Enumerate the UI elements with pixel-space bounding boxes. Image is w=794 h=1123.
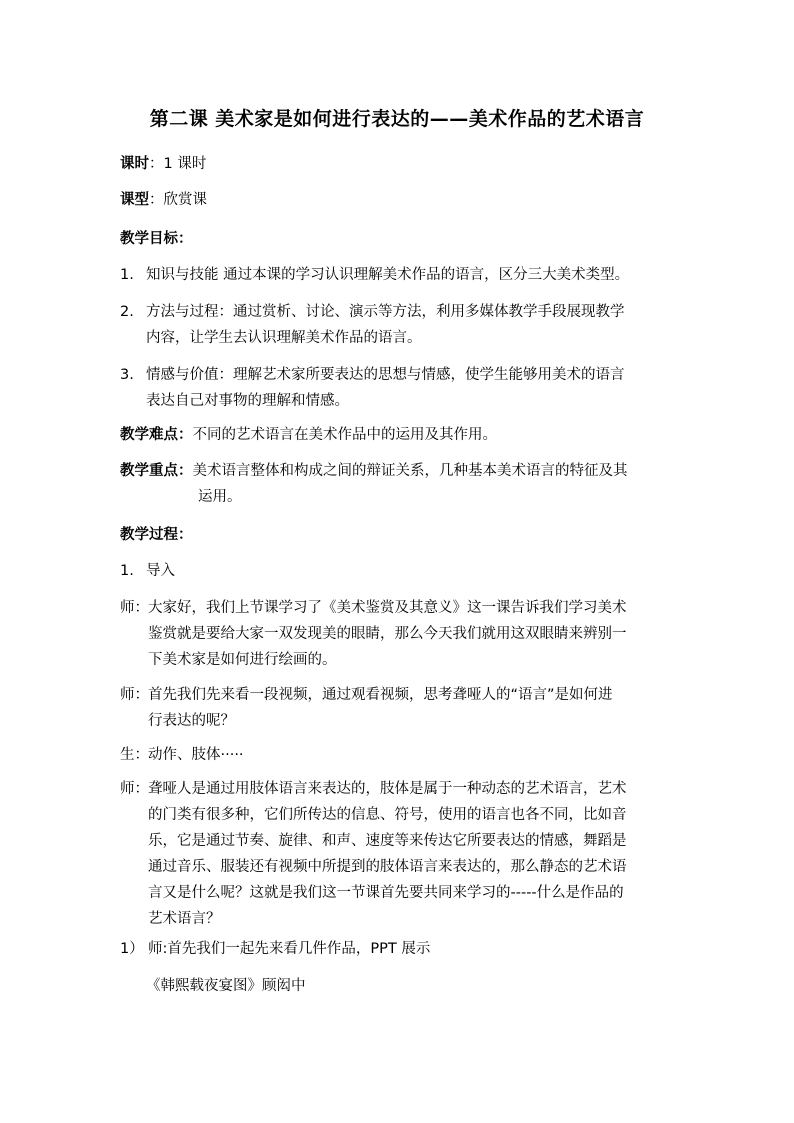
class-hours [120,153,206,175]
goal-text-line: 内容，让学生去认识理解美术作品的语言。 [146,330,422,346]
dialogue-line: 行表达的呢？ [148,713,235,729]
dialogue-line: 言又是什么呢？这就是我们这一节课首先要共同来学习的-----什么是作品的 [148,885,624,901]
process-heading: 教学过程： [120,527,193,543]
class-type-value: ：欣赏课 [149,192,207,208]
lesson-title: 第二课 美术家是如何进行表达的——美术作品的艺术语言 [149,108,645,130]
focus-text: 美术语言整体和构成之间的辩证关系，几种基本美术语言的特征及其 [192,463,628,479]
dialogue-line: 艺术语言？ [148,911,221,927]
goals-heading: 教学目标： [120,231,193,247]
speaker-label: 师： [120,600,149,616]
dialogue-line: 乐，它是通过节奏、旋律、和声、速度等来传达它所要表达的情感，舞蹈是 [148,833,627,849]
goal-item [120,299,680,351]
goal-item [120,362,680,414]
artwork-caption: 《韩熙载夜宴图》顾闳中 [146,978,306,994]
goal-number: 2. [120,304,134,320]
difficulty [120,424,497,446]
sub-step-number: 1） [120,941,144,957]
dialogue-line: 首先我们先来看一段视频，通过观看视频，思考聋哑人的“语言”是如何进 [148,687,613,703]
focus-line [120,458,680,484]
goal-text-line: 方法与过程：通过赏析、讨论、演示等方法，利用多媒体教学手段展现教学 [146,304,625,320]
class-hours-value: ：1 课时 [149,156,207,172]
class-hours-label: 课时 [120,156,149,172]
goal-text: 知识与技能 通过本课的学习认识理解美术作品的语言，区分三大美术类型。 [146,267,630,283]
speaker-label: 师： [120,687,149,703]
step-number: 1. [120,563,134,579]
focus [120,458,680,510]
dialogue-line: 的门类有很多种，它们所传达的信息、符号，使用的语言也各不同，比如音 [148,807,627,823]
dialogue-paragraph [120,682,680,734]
difficulty-text: 不同的艺术语言在美术作品中的运用及其作用。 [192,427,497,443]
goal-number: 1. [120,267,134,283]
dialogue-paragraph [120,776,680,932]
goal-item [120,262,680,288]
dialogue-line: 鉴赏就是要给大家一双发现美的眼睛，那么今天我们就用这双眼睛来辨别一 [148,626,627,642]
sub-step-item [120,936,680,962]
goal-text-line: 情感与价值：理解艺术家所要表达的思想与情感，使学生能够用美术的语言 [146,367,625,383]
dialogue-line: 聋哑人是通过用肢体语言来表达的，肢体是属于一种动态的艺术语言，艺术 [148,781,627,797]
step-item [120,558,680,584]
focus-text-cont: 运用。 [198,489,242,505]
difficulty-label: 教学难点： [120,427,193,443]
step-text: 导入 [146,563,175,579]
goal-text-line: 表达自己对事物的理解和情感。 [146,393,349,409]
class-type [120,189,207,211]
dialogue-line: 动作、肢体····· [148,747,244,763]
goal-number: 3. [120,367,134,383]
dialogue-paragraph [120,742,680,768]
dialogue-line: 大家好，我们上节课学习了《美术鉴赏及其意义》这一课告诉我们学习美术 [148,600,627,616]
focus-label: 教学重点： [120,463,193,479]
sub-step-text: 师:首先我们一起先来看几件作品，PPT 展示 [148,941,431,957]
dialogue-paragraph [120,595,680,673]
dialogue-line: 下美术家是如何进行绘画的。 [148,652,337,668]
class-type-label: 课型 [120,192,149,208]
speaker-label: 师： [120,781,149,797]
speaker-label: 生： [120,747,149,763]
dialogue-line: 通过音乐、服装还有视频中所提到的肢体语言来表达的，那么静态的艺术语 [148,859,627,875]
